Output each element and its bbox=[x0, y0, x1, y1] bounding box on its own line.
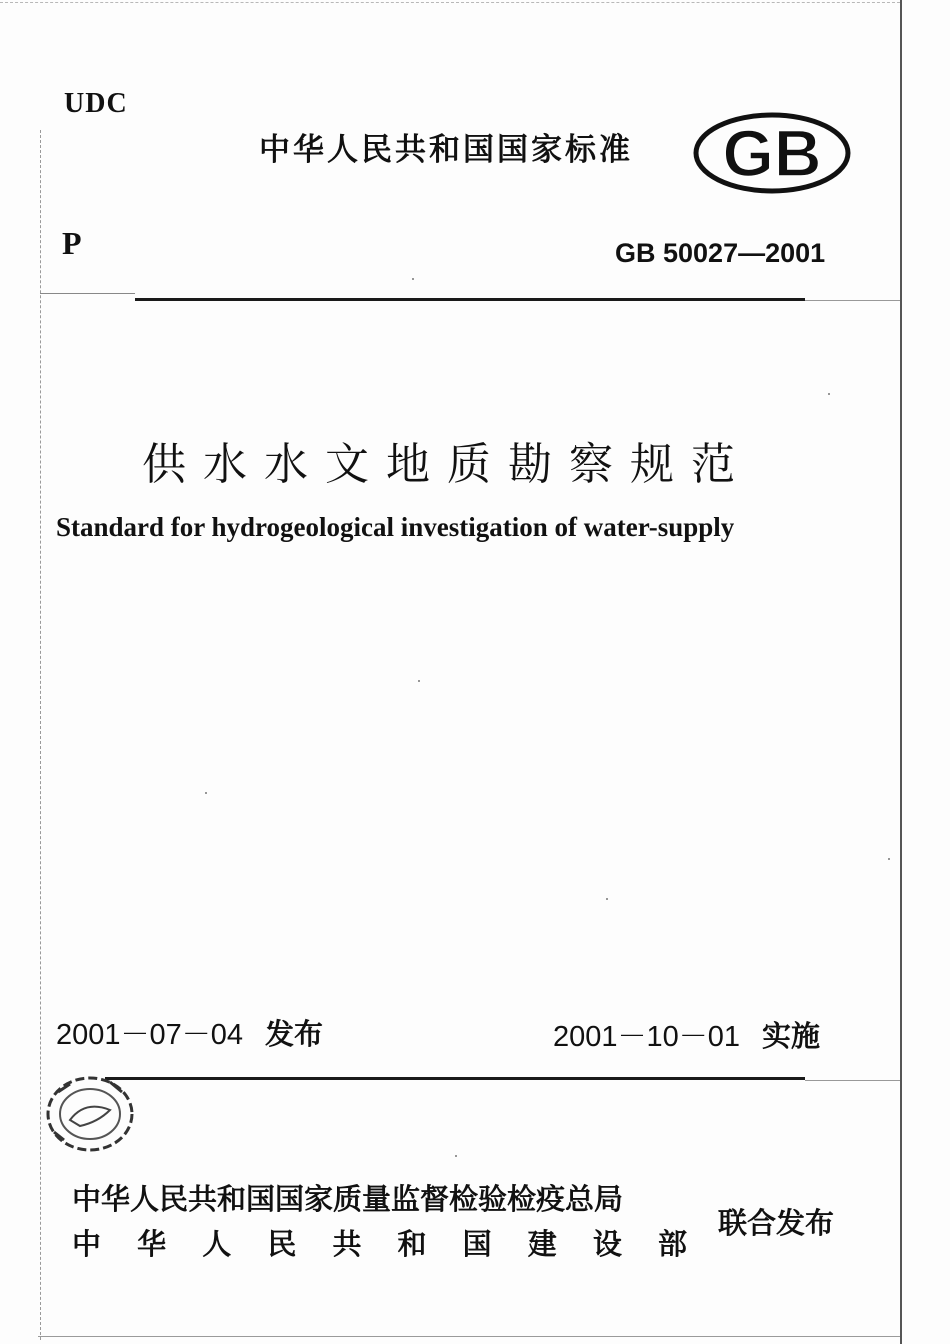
publisher-org-construction bbox=[72, 1222, 687, 1263]
gb-logo-icon bbox=[692, 112, 852, 194]
divider-thin-top bbox=[40, 293, 135, 294]
scan-frame-top bbox=[0, 2, 900, 3]
scan-speck bbox=[455, 1155, 457, 1157]
title-chinese: 供水水文地质勘察规范 bbox=[142, 439, 752, 490]
scan-speck bbox=[888, 858, 890, 860]
publisher-org-quality: 中华人民共和国国家质量监督检验检疫总局 bbox=[72, 1182, 624, 1216]
issue-label: 发布 bbox=[265, 1017, 324, 1051]
org2-char: 国 bbox=[462, 1227, 492, 1261]
implementation-date-line bbox=[553, 1014, 820, 1055]
joint-publish-label: 联合发布 bbox=[718, 1206, 835, 1240]
org2-char: 和 bbox=[397, 1227, 427, 1261]
svg-text:GB: GB bbox=[722, 116, 822, 190]
org2-char: 华 bbox=[137, 1227, 167, 1261]
org2-char: 民 bbox=[267, 1227, 297, 1261]
scan-speck bbox=[412, 278, 414, 280]
national-standard-heading: 中华人民共和国国家标准 bbox=[259, 132, 633, 168]
udc-label: UDC bbox=[64, 88, 128, 119]
issue-date: 2001－07－04 bbox=[56, 1019, 244, 1051]
org2-char: 人 bbox=[202, 1227, 232, 1261]
org2-char: 部 bbox=[657, 1227, 687, 1261]
scan-speck bbox=[606, 898, 608, 900]
scan-frame-left bbox=[40, 130, 41, 1340]
stamp-seal-icon bbox=[40, 1070, 140, 1155]
scan-frame-bottom bbox=[38, 1336, 900, 1337]
standard-number: GB 50027—2001 bbox=[615, 238, 826, 268]
scan-frame-right bbox=[900, 0, 902, 1344]
issue-date-line bbox=[56, 1012, 323, 1053]
title-english: Standard for hydrogeological investigation of water-supply bbox=[56, 512, 735, 542]
implementation-date: 2001－10－01 bbox=[553, 1021, 741, 1053]
divider-footer-tail bbox=[805, 1080, 900, 1081]
implementation-label: 实施 bbox=[762, 1019, 821, 1053]
scan-speck bbox=[205, 792, 207, 794]
divider-footer bbox=[105, 1077, 805, 1080]
scan-speck bbox=[418, 680, 420, 682]
category-label: P bbox=[62, 225, 82, 261]
org2-char: 设 bbox=[592, 1227, 622, 1261]
divider-header-tail bbox=[805, 300, 900, 301]
divider-header bbox=[135, 298, 805, 301]
org2-char: 建 bbox=[527, 1227, 557, 1261]
org2-char: 中 bbox=[72, 1227, 102, 1261]
scan-speck bbox=[828, 393, 830, 395]
org2-char: 共 bbox=[332, 1227, 362, 1261]
